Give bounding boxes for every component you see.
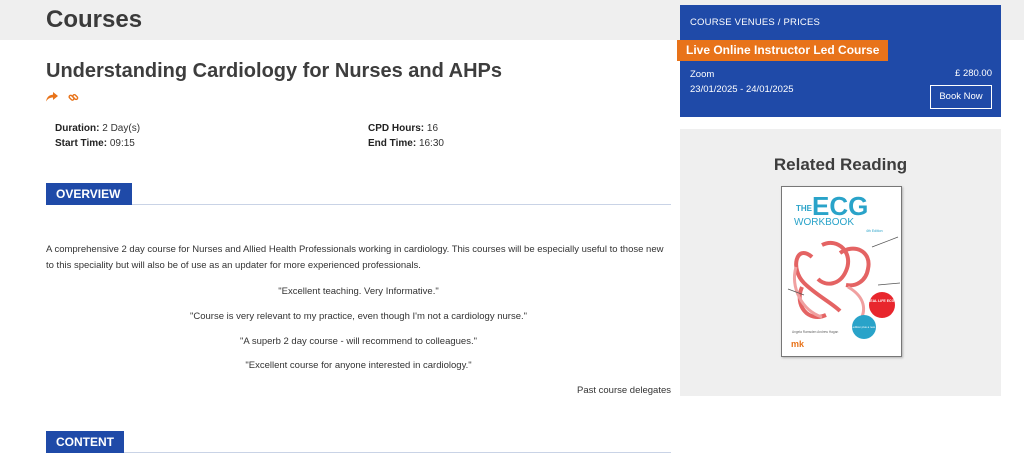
share-icon[interactable] <box>46 92 58 103</box>
course-title: Understanding Cardiology for Nurses and AHPs <box>46 60 502 82</box>
start-time <box>55 136 368 151</box>
book-cover-image[interactable] <box>781 186 902 357</box>
start-time-value: 09:15 <box>109 138 135 149</box>
duration-label: Duration: <box>55 123 100 134</box>
content-heading: CONTENT <box>46 431 124 453</box>
testimonial-attribution: Past course delegates <box>576 385 671 396</box>
svg-text:REAL LIFE ECGs: REAL LIFE ECGs <box>867 299 897 303</box>
testimonial-quote: "Excellent teaching. Very Informative." <box>278 286 439 297</box>
related-reading-panel <box>680 129 1001 396</box>
related-reading-title: Related Reading <box>773 155 908 174</box>
publisher-logo: mk <box>791 339 805 349</box>
book-title-the: THE <box>796 204 812 213</box>
testimonial-quote: "A superb 2 day course - will recommend to colleagues." <box>240 336 477 347</box>
end-time <box>368 136 444 151</box>
overview-heading: OVERVIEW <box>46 183 132 205</box>
duration <box>55 121 368 136</box>
cpd-hours <box>368 121 438 136</box>
course-details <box>55 121 615 151</box>
testimonial-quote: "Course is very relevant to my practice, even though I'm not a cardiology nurse." <box>190 311 527 322</box>
book-title-workbook: WORKBOOK <box>794 217 855 228</box>
svg-text:revised edition plus a new cha: revised edition plus a new chapter <box>842 325 886 329</box>
end-time-label: End Time: <box>368 138 417 149</box>
duration-value: 2 Day(s) <box>102 123 141 134</box>
cpd-label: CPD Hours: <box>368 123 425 134</box>
end-time-value: 16:30 <box>418 138 444 149</box>
testimonial-quote: "Excellent course for anyone interested in cardiology." <box>245 360 472 371</box>
course-type-tag: Live Online Instructor Led Course <box>677 40 888 61</box>
cpd-value: 16 <box>426 123 439 134</box>
venue-price: £ 280.00 <box>955 68 992 79</box>
venue-panel <box>680 5 1001 117</box>
content-section-header <box>46 431 671 453</box>
venue-heading: COURSE VENUES / PRICES <box>690 17 821 28</box>
course-actions <box>46 92 79 103</box>
link-icon[interactable] <box>68 92 79 103</box>
overview-section-header <box>46 183 671 205</box>
book-authors: Angela Ramsden Andrew Hagan <box>792 330 839 334</box>
venue-dates: 23/01/2025 - 24/01/2025 <box>690 84 794 95</box>
book-title-ecg: ECG <box>812 191 869 221</box>
start-time-label: Start Time: <box>55 138 108 149</box>
real-life-ecgs-badge <box>869 292 895 318</box>
book-now-button[interactable]: Book Now <box>930 85 992 109</box>
venue-location: Zoom <box>690 69 715 80</box>
book-edition: 4th Edition <box>866 229 883 233</box>
page-title: Courses <box>46 6 143 33</box>
overview-intro: A comprehensive 2 day course for Nurses and Allied Health Professionals working in cardiology. This courses will be especially useful to those new to this speciality but will also be of use as an updater for more experienced professionals. <box>46 244 664 271</box>
